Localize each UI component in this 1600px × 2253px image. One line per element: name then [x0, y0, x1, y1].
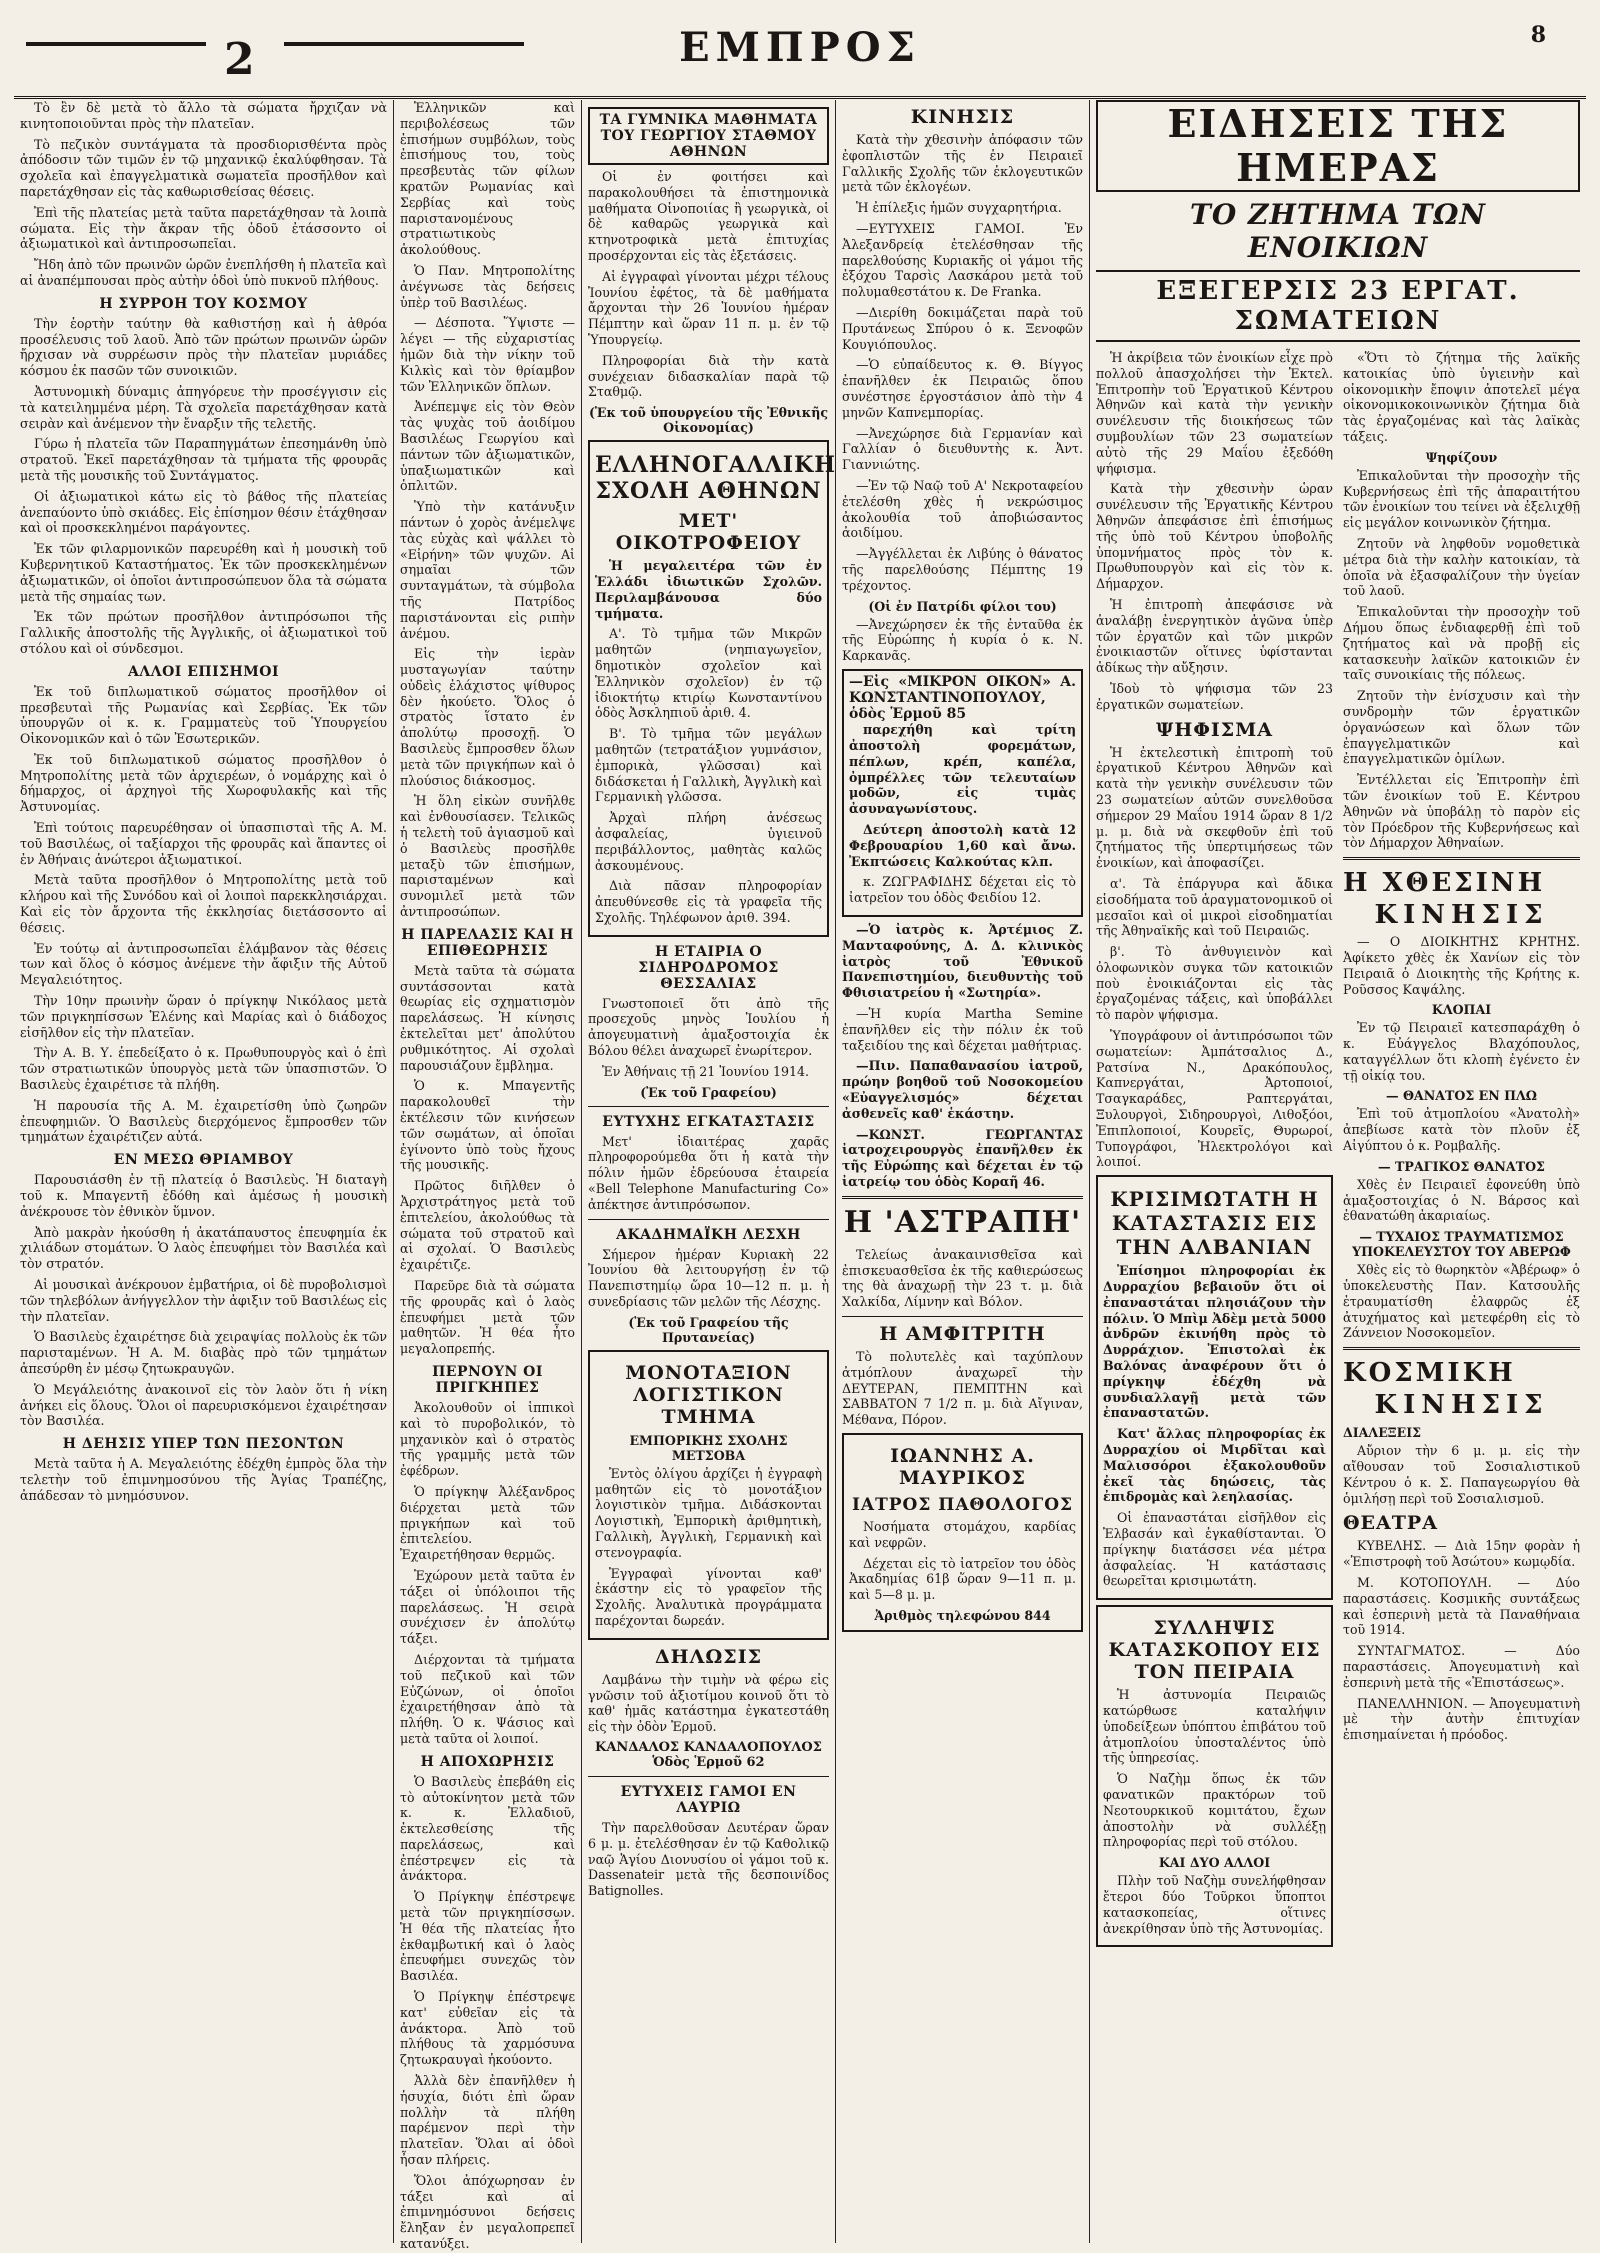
uprising-banner: ΕΞΕΓΕΡΣΙΣ 23 ΕΡΓΑΤ. ΣΩΜΑΤΕΙΩΝ — [1096, 270, 1580, 342]
divider — [1343, 857, 1580, 860]
article-paragraph: Ὁ πρίγκηψ Ἀλέξανδρος διέρχεται μετὰ τῶν πριγκήπων καὶ τοῦ ἐπιτελείου. Ἐχαιρετήθησαν θερμῶς. — [400, 1483, 575, 1563]
divider — [588, 1219, 829, 1220]
article-paragraph: — Ο ΔΙΟΙΚΗΤΗΣ ΚΡΗΤΗΣ. Ἀφίκετο χθὲς ἐκ Χανίων εἰς τὸν Πειραιᾶ ὁ Διοικητὴς τῆς Κρήτης κ. Ροῦσσος Καψάλης. — [1343, 934, 1580, 997]
article-paragraph: Τὸ ἓν δὲ μετὰ τὸ ἄλλο τὰ σώματα ἤρχιζαν νὰ κινητοποιοῦνται πρὸς τὴν πλατεῖαν. — [20, 100, 387, 131]
article-paragraph: Ἐντέλλεται εἰς Ἐπιτροπὴν ἐπὶ τῶν ἐνοικίων τοῦ Ε. Κέντρου Ἀθηνῶν νὰ ὑποβάλῃ τὸ παρὸν εἰς τὸν Πρόεδρον τῆς Κυβερνήσεως καὶ τὸν Δήμαρχον Ἀθηναίων. — [1343, 772, 1580, 851]
article-paragraph: Ὑπὸ τὴν κατάνυξιν πάντων ὁ χορὸς ἀνέμελψε τὰς εὐχὰς καὶ ψάλλει τὸ «Εἰρήνη» τῶν ψυχῶν. Αἱ σημαῖαι τῶν συνταγμάτων, τὰ σύμβολα τῆς Πατρίδος παριστάνονται εἰς ριπὴν ἀνέμου. — [400, 499, 575, 641]
article-paragraph: Τελείως ἀνακαινισθεῖσα καὶ ἐπισκευασθεῖσα ἐκ τῆς καθιερώσεως της θὰ ἀναχωρῇ τὴν 23 τ. μ. διὰ Χαλκίδα, Λίμνην καὶ Βόλον. — [842, 1246, 1083, 1310]
advert-title: —Εἰς «ΜΙΚΡΟΝ ΟΙΚΟΝ» Α. ΚΩΝΣΤΑΝΤΙΝΟΠΟΥΛΟΥ, ὁδὸς Ἑρμοῦ 85 — [849, 673, 1076, 722]
notice-heading: ΤΑ ΓΥΜΝΙΚΑ ΜΑΘΗΜΑΤΑ ΤΟΥ ΓΕΩΡΓΙΟΥ ΣΤΑΘΜΟΥ ΑΘΗΝΩΝ — [588, 107, 829, 165]
source-note: (Ἐκ τοῦ ὑπουργείου τῆς Ἐθνικῆς Οἰκονομίας) — [588, 405, 829, 436]
article-paragraph: Παρουσιάσθη ἐν τῇ πλατείᾳ ὁ Βασιλεὺς. Ἡ διαταγὴ τοῦ κ. Μπαγεντῆ ἐδόθη καὶ ἀμέσως ἡ μουσικὴ ἀνέκρουσε τὸν ἐθνικὸν ὕμνον. — [20, 1172, 387, 1219]
article-paragraph: Ἐκ τῶν πρώτων προσῆλθον ἀντιπρόσωποι τῆς Γαλλικῆς ἀποστολῆς τῆς Ἀγγλικῆς, οἱ ἀξιωματικοὶ τοῦ στόλου καὶ οἱ σύνδεσμοι. — [20, 609, 387, 656]
article-paragraph: Ὁ Πρίγκηψ ἐπέστρεψε κατ' εὐθεῖαν εἰς τὰ ἀνάκτορα. Ἀπὸ τοῦ πλήθους τὰ χαρμόσυνα ζητωκραυγαὶ ἠκούοντο. — [400, 1989, 575, 2068]
article-paragraph: ΣΥΝΤΑΓΜΑΤΟΣ. — Δύο παραστάσεις. Ἀπογευματινὴ καὶ ἐσπερινὴ μετὰ τῆς «Ἐπιστάσεως». — [1343, 1643, 1580, 1690]
column-3 — [582, 100, 836, 2243]
section-heading: — ΘΑΝΑΤΟΣ ΕΝ ΠΛΩ — [1385, 1088, 1537, 1104]
article-paragraph: —Ὁ εὐπαίδευτος κ. Θ. Βίγγος ἐπανῆλθεν ἐκ Πειραιῶς ὅπου συνέστησε ἐργοστάσιον ἀπὸ τὴν 4 μηνῶν Καπνεμπορίας. — [842, 357, 1083, 420]
section-heading: ΑΛΛΟΙ ΕΠΙΣΗΜΟΙ — [127, 663, 279, 680]
column-2 — [394, 100, 582, 2252]
article-paragraph: Παρεῦρε διὰ τὰ σώματα τῆς φρουρᾶς καὶ ὁ λαὸς ἐπευφήμει μετὰ τῶν μαθητῶν. Ἡ θέα ἦτο μεγαλοπρεπής. — [400, 1277, 575, 1357]
article-paragraph: —Ἡ κυρία Martha Semine ἐπανῆλθεν εἰς τὴν πόλιν ἐκ τοῦ ταξειδίου της καὶ δέχεται μαθήτριας. — [842, 1006, 1083, 1053]
article-paragraph: Πλὴν τοῦ Ναζὴμ συνελήφθησαν ἔτεροι δύο Τοῦρκοι ὕποπτοι κατασκοπείας, οἵτινες ἀνεκρίθησαν ὑπὸ τῆς Ἀστυνομίας. — [1103, 1873, 1326, 1936]
article-paragraph: —Πιν. Παπαθανασίου ἰατροῦ, πρώην βοηθοῦ τοῦ Νοσοκομείου «Εὐαγγελισμός» δέχεται ἀσθενεῖς καθ' ἑκάστην. — [842, 1058, 1083, 1121]
article-paragraph: Ὁ Παν. Μητροπολίτης ἀνέγνωσε τὰς δεήσεις ὑπὲρ τοῦ Βασιλέως. — [400, 262, 575, 310]
article-paragraph: Μετὰ ταῦτα τὰ σώματα συντάσσονται κατὰ θεωρίας εἰς σχηματισμὸν παρελάσεως. Ἡ κίνησις ἐκτελεῖται μετ' ἀπολύτου ρυθμικότητος. Αἱ σχολαὶ παρουσιάζουν ἔμβλημα. — [400, 962, 575, 1073]
advert-paragraph: Δέχεται εἰς τὸ ἰατρεῖον του ὁδὸς Ἀκαδημίας 61β ὥραν 9—11 π. μ. καὶ 5—8 μ. μ. — [849, 1555, 1076, 1603]
rent-issue-banner: ΤΟ ΖΗΤΗΜΑ ΤΩΝ ΕΝΟΙΚΙΩΝ — [1190, 198, 1486, 264]
article-paragraph: Κατὰ τὴν χθεσινὴν ὡραν συνέλευσιν τῆς Ἐργατικῆς Κέντρου Ἀθηνῶν ἀπεφάσισε ἐπὶ ἐπισήμως τῆς ὑπὸ τοῦ Κέντρου ὑποβολῆς ὑπομνήματος πρὸς τὸν κ. Πρωθυπουργὸν καὶ εἰς τὸν κ. Δήμαρχον. — [1096, 481, 1333, 592]
section-heading: ΠΕΡΝΟΥΝ ΟΙ ΠΡΙΓΚΗΠΕΣ — [432, 1363, 543, 1396]
advert-subtitle: ΜΕΤ' ΟΙΚΟΤΡΟΦΕΙΟΥ — [615, 510, 802, 555]
article-paragraph: Τὴν Α. Β. Υ. ἐπεδείξατο ὁ κ. Πρωθυπουργὸς καὶ ὁ ἐπὶ τῶν στρατιωτικῶν ὑπουργὸς μετὰ τῶν ὑπασπιστῶν. Ὁ Βασιλεὺς ἐχαιρέτισε τὰ πλήθη. — [20, 1045, 387, 1093]
article-paragraph: Ἡ ἐκτελεστικὴ ἐπιτροπὴ τοῦ ἐργατικοῦ Κέντρου Ἀθηνῶν καὶ κατὰ τὴν γενικὴν συνέλευσιν τῶν 23 σωματείων αὐτῶν συνελθοῦσα σήμερον 29 Μαΐου 1914 ὥραν 8 1/2 μ. μ. διὰ νὰ σκεφθοῦν ἐπὶ τοῦ ζητήματος τῆς ὑπερτιμήσεως τῶν ἐνοικίων, καὶ ἀποφασίζει. — [1096, 744, 1333, 871]
column-1 — [14, 100, 394, 2243]
article-paragraph: Μετὰ ταῦτα ἡ Α. Μεγαλειότης ἐδέχθη ἐμπρὸς ὅλα τὴν τελετὴν τοῦ ἐπιμνημοσύνου τῆς Ἁγίας Τραπέζης, ἀπάδεσαν τὸ μνημόσυνον. — [20, 1456, 387, 1503]
section-heading: Η ΑΜΦΙΤΡΙΤΗ — [879, 1323, 1046, 1345]
page-number: 2 — [224, 34, 255, 85]
column-5 — [1090, 100, 1586, 2243]
article-paragraph: α'. Τὰ ἐπάργυρα καὶ ἄδικα εἰσοδήματα τοῦ ἀραγματονομικοῦ οἱ μεσαῖοι καὶ οἱ μικροὶ εἰσοδηματίαι τῆς Ἀθηναϊκῆς καὶ τοῦ Πειραιῶς. — [1096, 875, 1333, 939]
section-heading: Η ΣΥΡΡΟΗ ΤΟΥ ΚΟΣΜΟΥ — [99, 295, 308, 312]
article-paragraph: Γύρω ἡ πλατεῖα τῶν Παραπηγμάτων ἐπεσημάνθη ὑπὸ στρατοῦ. Ἐκεῖ παρετάχθησαν τὰ τμήματα τῆς φρουρᾶς μετὰ τῆς μουσικῆς τοῦ Συντάγματος. — [20, 436, 387, 483]
section-heading: Ψηφίζουν — [1425, 449, 1498, 465]
article-paragraph: Αἱ μουσικαὶ ἀνέκρουον ἐμβατήρια, οἱ δὲ πυροβολισμοὶ τῶν τηλεβόλων ἀνήγγελλον τὴν ἀφιξιν τοῦ Βασιλέως εἰς τὴν πλατεῖαν. — [20, 1277, 387, 1324]
article-paragraph: Ἀλλὰ δὲν ἐπανῆλθεν ἡ ἡσυχία, διότι ἐπὶ ὥραν πολλὴν τὰ πλήθη παρέμενον περὶ τὴν πλατεῖαν. Ὅλαι αἱ ὁδοὶ ἦσαν πλήρεις. — [400, 2073, 575, 2168]
article-paragraph: Ἀπὸ μακρὰν ἠκούσθη ἡ ἀκατάπαυστος ἐπευφημία ἐκ χιλιάδων στομάτων. Ὁ λαὸς ἐπευφήμει τὸν Βασιλέα καὶ τὸν στρατόν. — [20, 1224, 387, 1272]
article-paragraph: Τὴν παρελθοῦσαν Δευτέραν ὥραν 6 μ. μ. ἐτελέσθησαν ἐν τῷ Καθολικῷ ναῷ Ἁγίου Διονυσίου οἱ γάμοι τοῦ κ. Dassenateir μετὰ τῆς δεσποινίδος Batignolles. — [588, 1820, 829, 1899]
article-paragraph: Εἰς τὴν ἱερὰν μυσταγωγίαν ταύτην οὐδεὶς ἐλάχιστος ψίθυρος δὲν ἠκούετο. Ὅλος ὁ στρατὸς ἵστατο ἐν ἀπολύτῳ προσοχῇ. Ὁ Βασιλεὺς ἔμπροσθεν ὅλων μετὰ τῶν πριγκήπων καὶ ὁ πλούσιος διάκοσμος. — [400, 646, 575, 788]
article-paragraph: Μετὰ ταῦτα προσῆλθον ὁ Μητροπολίτης μετὰ τοῦ κλήρου καὶ τῆς Συνόδου καὶ οἱ λοιποὶ παρεκκλησιάρχαι. Καὶ εἰς τὸν ἄρχοντα τῆς ἐκκλησίας διετάσσοντο αἱ θέσεις. — [20, 872, 387, 935]
article-paragraph: Κατὰ τὴν χθεσινὴν ἀπόφασιν τῶν ἐφοπλιστῶν τῆς ἐν Πειραιεῖ Γαλλικῆς Σχολῆς τῶν ἐκλογευτικῶν μετὰ τῶν ἐκλογέων. — [842, 132, 1083, 195]
source-note: (Οἱ ἐν Πατρίδι φίλοι του) — [868, 598, 1057, 614]
article-paragraph: Ὁ κ. Μπαγεντῆς παρακολουθεῖ τὴν ἐκτέλεσιν τῶν κινήσεων τῶν σωμάτων, αἱ ὁποῖαι ἐγίνοντο ὑπὸ τοὺς ἤχους τῆς μουσικῆς. — [400, 1078, 575, 1173]
news-subcolumn-left — [1096, 350, 1333, 1952]
yesterday-heading: Η ΧΘΕΣΙΝΗ — [1343, 868, 1546, 899]
article-paragraph: Τὸ πολυτελὲς καὶ ταχύπλουν ἀτμόπλουν ἀναχωρεῖ τὴν ΔΕΥΤΕΡΑΝ, ΠΕΜΠΤΗΝ καὶ ΣΑΒΒΑΤΟΝ 7 1/2 π. μ. διὰ Αἴγιναν, Μέθανα, Πόρον. — [842, 1349, 1083, 1428]
article-paragraph: Ἐπὶ τοῦ ἀτμοπλοίου «Ἀνατολὴ» ἀπεβίωσε κατὰ τὸν πλοῦν ἐξ Αἰγύπτου ὁ κ. Ρομβαλῆς. — [1343, 1106, 1580, 1154]
article-paragraph: Ἐπὶ τούτοις παρευρέθησαν οἱ ὑπασπισταὶ τῆς Α. Μ. τοῦ Βασιλέως, οἱ ταξίαρχοι τῆς φρουρᾶς καὶ ἅπαντες οἱ ἐν Ἀθήναις ἀνώτεροι ἀξιωματικοί. — [20, 820, 387, 867]
article-paragraph: Τὴν 10ην πρωινὴν ὥραν ὁ πρίγκηψ Νικόλαος μετὰ τῶν πριγκηπίσσων Ἑλένης καὶ Μαρίας καὶ ὁ διάδοχος εἰσῆλθον εἰς τὴν πλατεῖαν. — [20, 993, 387, 1040]
article-paragraph: Οἱ ἐν φοιτήσει καὶ παρακολουθήσει τὰ ἐπιστημονικὰ μαθήματα Οἰνοποιίας ἢ γεωργικὰ, οἱ δὲ καθαρῶς γεωργικὰ καὶ κτηνοτροφικὰ μετὰ ἐπιτυχίας προσέρχονται εἰς τὰς ἐξετάσεις. — [588, 169, 829, 263]
article-paragraph: Ζητοῦν νὰ ληφθοῦν νομοθετικὰ μέτρα διὰ τὴν καλὴν κατοικίαν, τὰ ὁποῖα νὰ ἐξασφαλίζουν τὴν ὑγείαν τοῦ λαοῦ. — [1343, 535, 1580, 599]
divider — [588, 1776, 829, 1777]
article-paragraph: Κατ' ἄλλας πληροφορίας ἐκ Δυρραχίου οἱ Μιρδῖται καὶ Μαλισσόροι ἐξακολουθοῦν ἐκεῖ τὰς δηώσεις, τὰς ἐπιδρομὰς καὶ λεηλασίας. — [1103, 1426, 1326, 1505]
article-paragraph: Αὔριον τὴν 6 μ. μ. εἰς τὴν αἴθουσαν τοῦ Σοσιαλιστικοῦ Κέντρου ὁ κ. Σ. Παπαγεωργίου θὰ ὁμιλήσῃ περὶ τοῦ Σοσιαλισμοῦ. — [1343, 1443, 1580, 1506]
section-heading: ΕΥΤΥΧΗΣ ΕΓΚΑΤΑΣΤΑΣΙΣ — [602, 1113, 815, 1130]
advert-phone: Ἀριθμὸς τηλεφώνου 844 — [874, 1607, 1051, 1623]
advert-paragraph: Β'. Τὸ τμῆμα τῶν μεγάλων μαθητῶν (τετρατάξιον γυμνάσιον, ἐμπορικὰ, γλῶσσαι) καὶ διδάσκεται ἡ Γαλλικὴ, Ἀγγλικὴ καὶ Γερμανικὴ γλῶσσα. — [595, 726, 822, 805]
article-paragraph: Πληροφορίαι διὰ τὴν κατὰ συνέχειαν διδασκαλίαν παρὰ τῷ Σταθμῷ. — [588, 352, 829, 400]
masthead — [14, 14, 1586, 99]
section-heading: Η ΔΕΗΣΙΣ ΥΠΕΡ ΤΩΝ ΠΕΣΟΝΤΩΝ — [62, 1436, 345, 1453]
article-paragraph: Ἐν Ἀθήναις τῇ 21 Ἰουνίου 1914. — [602, 1063, 810, 1079]
advert-paragraph: Δεύτερη ἀποστολὴ κατὰ 12 Φεβρουαρίου 1,60 καὶ ἄνω. Ἐκπτώσεις Καλκούτας κλπ. — [849, 822, 1076, 869]
source-note: (Ἐκ τοῦ Γραφείου) — [640, 1084, 777, 1100]
school-advert — [588, 440, 836, 937]
advert-paragraph: Διὰ πᾶσαν πληροφορίαν ἀπευθύνεσθε εἰς τὰ γραφεῖα τῆς Σχολῆς. Τηλέφωνον ἀριθ. 394. — [595, 878, 822, 925]
section-heading: Η ΑΠΟΧΩΡΗΣΙΣ — [420, 1753, 555, 1770]
article-paragraph: Ἰδοὺ τὸ ψήφισμα τῶν 23 ἐργατικῶν σωματείων. — [1096, 680, 1333, 712]
article-paragraph: Ὁ Βασιλεὺς ἐπεβάθη εἰς τὸ αὐτοκίνητον μετὰ τῶν κ. κ. Ἐλλαδιοῦ, ἐκτελεσθείσης τῆς παρελάσεως, καὶ ἐπέστρεψεν εἰς τὰ ἀνάκτορα. — [400, 1773, 575, 1884]
article-paragraph: Χθὲς ἐν Πειραιεῖ ἐφονεύθη ὑπὸ ἁμαξοστοιχίας ὁ Ν. Βάρσος καὶ ἐθανατώθη ἀκαριαίως. — [1343, 1176, 1580, 1224]
advert-paragraph: Ἡ μεγαλειτέρα τῶν ἐν Ἑλλάδι ἰδιωτικῶν Σχολῶν. Περιλαμβάνουσα δύο τμήματα. — [595, 558, 822, 621]
doctor-advert — [842, 1433, 1083, 1632]
article-paragraph: Ἤδη ἀπὸ τῶν πρωινῶν ὡρῶν ἐνεπλήσθη ἡ πλατεῖα καὶ αἱ ἀναπέμπουσαι πρὸς αὐτὴν ὁδοὶ ὑπὸ πυκνοῦ πλήθους. — [20, 257, 387, 288]
article-paragraph: «Ὅτι τὸ ζήτημα τῆς λαϊκῆς κατοικίας ὑπὸ ὑγιεινὴν καὶ οἰκονομικὴν ἔποψιν ἀποτελεῖ μέγα οἰκονομικοκοινωνικὸν ζήτημα διὰ τὰς ἐργαζομένας καὶ τὰς λαϊκὰς τάξεις. — [1343, 350, 1580, 444]
accounting-advert — [588, 1350, 829, 1640]
article-paragraph: Ὁ Πρίγκηψ ἐπέστρεψε μετὰ τῶν πριγκηπίσσων. Ἡ θέα τῆς πλατείας ἦτο ἐκθαμβωτική καὶ ὁ λαὸς ἐπευφήμει συνεχῶς τὸν Βασιλέα. — [400, 1889, 575, 1984]
article-paragraph: Ὑπογράφουν οἱ ἀντιπρόσωποι τῶν σωματείων: Ἀμπάτσαλιος Δ., Ρατσίνα Ν., Δρακόπουλος, Καπνεργάται, Ἀρτοποιοί, Τσαγκαράδες, Ραπτεργάται, Ξυλουργοὶ, Σιδηρουργοὶ, Λιθοξόοι, Ἐπιπλοποιοί, Κουρεῖς, Θυρωροί, Τυπογράφοι, Ἠλεκτρολόγοι καὶ λοιποί. — [1096, 1028, 1333, 1170]
section-heading: ΨΗΦΙΣΜΑ — [1156, 718, 1273, 741]
article-paragraph: Μετ' ἰδιαιτέρας χαρᾶς πληροφορούμεθα ὅτι ἡ κατὰ τὴν πόλιν ἡμῶν ἐδρεύουσα ἑταιρεία «Bell Telephone Manufacturing Co» ἀπέκτησε ἀντιπρόσωπον. — [588, 1133, 829, 1212]
article-paragraph: Ζητοῦν τὴν ἐνίσχυσιν καὶ τὴν συνδρομὴν τῶν ἐργατικῶν ὀργανώσεων καὶ ὅλων τῶν ἐπαγγελματικῶν καὶ ἐπαγγελματικῶν ὁμίλων. — [1343, 688, 1580, 767]
news-of-the-day-title: ΕΙΔΗΣΕΙΣ ΤΗΣ ΗΜΕΡΑΣ — [1096, 100, 1580, 192]
section-heading: ΚΛΟΠΑΙ — [1431, 1002, 1492, 1018]
article-paragraph: Ἐχώρουν μετὰ ταῦτα ἐν τάξει οἱ ὑπόλοιποι τῆς παρελάσεως. Ἡ σειρὰ συνέχισεν ἐν ἀπολύτῳ τάξει. — [400, 1567, 575, 1647]
advert-paragraph: Ἐγγραφαὶ γίνονται καθ' ἑκάστην εἰς τὸ γραφεῖον τῆς Σχολῆς. Ἀναλυτικὰ προγράμματα παρέχονται δωρεάν. — [595, 1565, 822, 1629]
article-paragraph: — Δέσποτα. Ὕψιστε — λέγει — τῆς εὐχαριστίας ἡμῶν διὰ τὴν νίκην τοῦ Κιλκὶς καὶ τὸν θρίαμβον τῶν Ἑλληνικῶν ὅπλων. — [400, 315, 575, 394]
article-paragraph: —Ἀνεχώρησεν ἐκ τῆς ἐνταῦθα ἐκ τῆς Εὐρώπης ἡ κυρία ὁ κ. Ν. Καρκανᾶς. — [842, 616, 1083, 664]
signature-address: Ὁδὸς Ἑρμοῦ 62 — [652, 1755, 765, 1770]
article-paragraph: Ἐπικαλοῦνται τὴν προσοχὴν τοῦ Δήμου ὅπως ἐνδιαφερθῇ ἐπὶ τοῦ ζητήματος καὶ νὰ προβῇ εἰς κατασκευὴν λαϊκῶν κατοικιῶν ἐν ταῖς συνοικίαις τῆς πόλεως. — [1343, 604, 1580, 683]
article-paragraph: Ἐν τῷ Πειραιεῖ κατεσπαράχθη ὁ κ. Εὐάγγελος Βλαχόπουλος, καταγγέλλων ὅτι κλοπὴ ἐγένετο ἐν τῇ οἰκίᾳ του. — [1343, 1020, 1580, 1083]
advert-paragraph: Α'. Τὸ τμῆμα τῶν Μικρῶν μαθητῶν (νηπιαγωγεῖον, δημοτικὸν σχολεῖον καὶ Ἑλληνικὸν σχολεῖον) ἐν τῷ ἰδιοκτήτῳ κτιρίῳ Κωνσταντίνου ὁδὸς Ἀσκληπιοῦ ἀριθ. 4. — [595, 626, 822, 721]
article-paragraph: Διέρχονται τὰ τμήματα τοῦ πεζικοῦ καὶ τῶν Εὐζώνων, οἱ ὁποῖοι ἐχαιρετήθησαν ἀπὸ τὰ πλήθη. Ὁ κ. Ψάσιος καὶ μετὰ ταῦτα οἱ λοιποί. — [400, 1651, 575, 1746]
section-heading: — ΤΥΧΑΙΟΣ ΤΡΑΥΜΑΤΙΣΜΟΣ ΥΠΟΚΕΛΕΥΣΤΟΥ ΤΟΥ ΑΒΕΡΩΦ — [1352, 1229, 1571, 1260]
article-paragraph: Ἡ ἀκρίβεια τῶν ἐνοικίων εἶχε πρὸ πολλοῦ ἀπασχολήσει τὴν Ἐκτελ. Ἐπιτροπὴν τοῦ Ἐργατικοῦ Κέντρου Ἀθηνῶν καὶ κατὰ τὴν γενικὴν συνέλευσιν τῆς διοικήσεως τῶν συμβουλίων τῶν 23 σωματείων αὐτὸ τῆς 29 Μαΐου ἐξεδόθη ψήφισμα. — [1096, 350, 1333, 476]
article-paragraph: Ἀνέπεμψε εἰς τὸν Θεὸν τὰς ψυχὰς τοῦ ἀοιδίμου Βασιλέως Γεωργίου καὶ πάντων τῶν ἀξιωματικῶν, ὑπαξιωματικῶν καὶ ὁπλιτῶν. — [400, 399, 575, 494]
section-heading: ΚΙΝΗΣΙΣ — [910, 106, 1015, 128]
article-paragraph: Οἱ ἐπαναστάται εἰσῆλθον εἰς Ἐλβασάν καὶ ἐγκαθίστανται. Ὁ πρίγκηψ διατάσσει νέα μέτρα ἀσφαλείας. Ἡ κατάστασις θεωρεῖται κρισιμωτάτη. — [1103, 1510, 1326, 1589]
article-paragraph: —ΕΥΤΥΧΕΙΣ ΓΑΜΟΙ. Ἐν Ἀλεξανδρείᾳ ἐτελέσθησαν τῆς παρελθούσης Κυριακῆς οἱ γάμοι τῆς ἐξόχου Ταρσὶς Λασκάρου μετὰ τοῦ πολυμαθεστάτου κ. De Franka. — [842, 220, 1083, 300]
article-paragraph: Αἱ ἐγγραφαὶ γίνονται μέχρι τέλους Ἰουνίου ἐφέτος, τὰ δὲ μαθήματα ἄρχονται τὴν 26 Ἰουνίου ἡμέραν Πέμπτην καὶ ὥραν 11 π. μ. ἐν τῷ Ὑπουργείῳ. — [588, 268, 829, 347]
article-paragraph: —ΚΩΝΣΤ. ΓΕΩΡΓΑΝΤΑΣ ἰατροχειρουργὸς ἐπανῆλθεν ἐκ τῆς Εὐρώπης καὶ δέχεται ἐν τῷ ἰατρείῳ του ὁδὸς Κοραῆ 46. — [842, 1126, 1083, 1190]
article-paragraph: Ὁ Ναζὴμ ὅπως ἐκ τῶν φανατικῶν πρακτόρων τοῦ Νεοτουρκικοῦ κομιτάτου, ἔχων ἀποστολὴν νὰ συλλέξῃ πληροφορίας περὶ τοῦ στόλου. — [1103, 1771, 1326, 1850]
article-paragraph: Ἐκ τοῦ διπλωματικοῦ σώματος προσῆλθον οἱ πρεσβευταὶ τῆς Ρωμανίας καὶ Σερβίας. Ἐκ τῶν ὑπουργῶν οἱ κ. κ. Γραμματεὺς τοῦ Ὑπουργείου Οἰκονομικῶν καὶ ὁ τῶν Ἐσωτερικῶν. — [20, 683, 387, 747]
article-paragraph: Πρῶτος διῆλθεν ὁ Ἀρχιστράτηγος μετὰ τοῦ ἐπιτελείου, ἀκολούθως τὰ σώματα τοῦ στρατοῦ καὶ αἱ σχολαί. Ὁ Βασιλεὺς ἐχαιρέτιζε. — [400, 1178, 575, 1273]
divider — [1343, 1347, 1580, 1350]
advert-paragraph: Ἀρχαὶ πλήρη ἀνέσεως ἀσφαλείας, ὑγιεινοῦ περιβάλλοντος, μαθητὰς καλῶς ἀσκουμένους. — [595, 810, 822, 873]
article-paragraph: Ἀστυνομικὴ δύναμις ἀπηγόρευε τὴν προσέγγισιν εἰς τὰ κατειλημμένα μέρη. Τὰ σχολεῖα παρετάχθησαν κατὰ σειρὰν καὶ ἀνέμενον τὴν ἔναρξιν τῆς τελετῆς. — [20, 383, 387, 431]
article-paragraph: Ἡ ὅλη εἰκὼν συνῆλθε καὶ ἐνθουσίασεν. Τελικῶς ἡ τελετὴ τοῦ ἁγιασμοῦ καὶ ὁ Βασιλεὺς προσῆλθε μεταξὺ τῶν ἐπισήμων, παρισταμένων καὶ συνομιλεῖ μετὰ τῶν ἀντιπροσώπων. — [400, 793, 575, 920]
article-paragraph: Γνωστοποιεῖ ὅτι ἀπὸ τῆς προσεχοῦς μηνὸς Ἰουλίου ἡ ἀπογευματινὴ ἀμαξοστοιχία ἐκ Βόλου θέλει ἀναχωρεῖ ἐνωρίτερον. — [588, 995, 829, 1059]
section-heading: Η ΕΤΑΙΡΙΑ Ο ΣΙΔΗΡΟΔΡΟΜΟΣ ΘΕΣΣΑΛΙΑΣ — [638, 943, 779, 992]
article-paragraph: β'. Τὸ ἀνθυγιεινὸν καὶ ὀλοφωνικὸν συγκα τῶν κατοικιῶν ποὺ ἐνοικιάζονται εἰς τὰς ἐργαζομένας τάξεις, καὶ ὑποβάλλει τὸ παρὸν ψήφισμα. — [1096, 944, 1333, 1023]
article-paragraph: Μ. ΚΟΤΟΠΟΥΛΗ. — Δύο παραστάσεις. Κοσμικῆς συντάξεως καὶ ἐσπερινὴ μετὰ τὰ Παναθήναια τοῦ 1914. — [1343, 1575, 1580, 1638]
article-paragraph: —Ἀνεχώρησε διὰ Γερμανίαν καὶ Γαλλίαν ὁ διευθυντὴς κ. Ἀντ. Γιαννιώτης. — [842, 425, 1083, 473]
albania-title: ΚΡΙΣΙΜΩΤΑΤΗ Η ΚΑΤΑΣΤΑΣΙΣ ΕΙΣ ΤΗΝ ΑΛΒΑΝΙΑΝ — [1110, 1187, 1319, 1260]
spy-arrest-box — [1096, 1605, 1333, 1947]
article-paragraph: Ἐκ τοῦ διπλωματικοῦ σώματος προσῆλθον ὁ Μητροπολίτης μετὰ τῶν ἀρχιερέων, ὁ νομάρχης καὶ ὁ δήμαρχος, οἱ ἀρχηγοὶ τῆς Χωροφυλακῆς καὶ τῆς Ἀστυνομίας. — [20, 751, 387, 815]
advert-title: ΜΟΝΟΤΑΞΙΟΝ ΛΟΓΙΣΤΙΚΟΝ ΤΜΗΜΑ — [625, 1361, 792, 1428]
section-heading: ΘΕΑΤΡΑ — [1343, 1512, 1438, 1535]
source-note: (Ἐκ τοῦ Γραφείου τῆς Πρυτανείας) — [628, 1314, 789, 1345]
section-heading: ΕΥΤΥΧΕΙΣ ΓΑΜΟΙ ΕΝ ΛΑΥΡΙΩ — [620, 1784, 797, 1816]
advert-title: ΕΛΛΗΝΟΓΑΛΛΙΚΗ ΣΧΟΛΗ ΑΘΗΝΩΝ — [595, 452, 836, 505]
article-paragraph: Ἐπικαλοῦνται τὴν προσοχὴν τῆς Κυβερνήσεως ἐπὶ τῆς ἀπαραιτήτου τῶν ἐνοικίων του τείνει νὰ ἐξελιχθῇ εἰς μεγάλον κοινωνικὸν ζήτημα. — [1343, 467, 1580, 531]
article-paragraph: Ἡ ἐπίλεξις ἡμῶν συγχαρητήρια. — [856, 200, 1062, 216]
social-heading: ΚΟΣΜΙΚΗ — [1343, 1358, 1516, 1389]
news-subcolumns — [1096, 350, 1580, 1952]
article-paragraph: Λαμβάνω τὴν τιμὴν νὰ φέρω εἰς γνῶσιν τοῦ ἀξιοτίμου κοινοῦ ὅτι τὸ καθ' ἡμᾶς κατάστημα ἐγκατεστάθη εἰς τὴν ὁδὸν Ἑρμοῦ. — [588, 1671, 829, 1735]
columns — [14, 100, 1586, 2252]
advert-paragraph: κ. ΖΩΓΡΑΦΙΔΗΣ δέχεται εἰς τὸ ἰατρεῖον του ὁδὸς Φειδίου 12. — [849, 874, 1076, 906]
newspaper-title: ΕΜΠΡΟΣ — [679, 24, 921, 71]
article-paragraph: Ἐπὶ τῆς πλατείας μετὰ ταῦτα παρετάχθησαν τὰ λοιπὰ σώματα. Εἰς τὴν ἄκραν τῆς ὁδοῦ ἐτάσσοντο οἱ ἀξιωματικοὶ καὶ ἀντιπροσωπεῖαι. — [20, 204, 387, 252]
article-paragraph: Σήμερον ἡμέραν Κυριακὴ 22 Ἰουνίου θὰ λειτουργήσῃ ἐν τῷ Πανεπιστημίῳ ὥρα 10—12 π. μ. ἡ συνεδρίασις τῶν μελῶν τῆς Λέσχης. — [588, 1246, 829, 1310]
article-paragraph: ΚΥΒΕΛΗΣ. — Διὰ 15ην φορὰν ἡ «Ἐπιστροφὴ τοῦ Ἀσώτου» κωμῳδία. — [1343, 1538, 1580, 1570]
section-heading: ΔΙΑΛΕΞΕΙΣ — [1343, 1425, 1422, 1441]
article-paragraph: Ἡ ἀστυνομία Πειραιῶς κατώρθωσε καταλήψιν ὑποδείξεων ὑπόπτου ἐπιβάτου τοῦ ἀτμοπλοίου ὑποσταλέντος ὑπὸ τῆς ὑπηρεσίας. — [1103, 1687, 1326, 1766]
column-4 — [836, 100, 1090, 2243]
article-paragraph: —Ὁ ἰατρὸς κ. Ἀρτέμιος Ζ. Μανταφούνης, Δ. Δ. κλινικὸς ἰατρὸς τοῦ Ἐθνικοῦ Πανεπιστημίου, διευθυντὴς τοῦ Φθισιατρείου ἡ «Σωτηρία». — [842, 922, 1083, 1001]
advert-paragraph: Ἐντὸς ὀλίγου ἀρχίζει ἡ ἐγγραφὴ μαθητῶν εἰς τὸ μονοτάξιον λογιστικὸν τμῆμα. Διδάσκονται Λογιστικὴ, Ἐμπορικὴ ἀριθμητικὴ, Γαλλικὴ, Ἀγγλικὴ, Γερμανικὴ καὶ στενογραφία. — [595, 1465, 822, 1560]
advert-paragraph: Νοσήματα στομάχου, καρδίας καὶ νεφρῶν. — [849, 1518, 1076, 1550]
advert-subtitle: ΙΑΤΡΟΣ ΠΑΘΟΛΟΓΟΣ — [851, 1494, 1074, 1515]
article-paragraph: Ὅλοι ἀπόχωρησαν ἐν τάξει καὶ αἱ ἐπιμνημόσυνοι δεήσεις ἔληξαν ἐν μεγαλοπρεπεῖ κατανύξει. — [400, 2172, 575, 2252]
article-paragraph: —Ἐν τῷ Ναῷ τοῦ Α' Νεκροταφείου ἐτελέσθη χθὲς ἡ νεκρώσιμος ἀκολουθία τοῦ ἀποβιώσαντος ἀοιδίμου. — [842, 477, 1083, 541]
ship-advert-title: Η 'ΑΣΤΡΑΠΗ' — [843, 1204, 1082, 1240]
spy-title: ΣΥΛΛΗΨΙΣ ΚΑΤΑΣΚΟΠΟΥ ΕΙΣ ΤΟΝ ΠΕΙΡΑΙΑ — [1108, 1617, 1321, 1684]
divider — [842, 1196, 1083, 1199]
article-paragraph: Ἐν τούτῳ αἱ ἀντιπροσωπεῖαι ἐλάμβανον τὰς θέσεις των καὶ ὅλος ὁ κόσμος ἀνέμενε τὴν ἄφιξιν τῆς Αὐτοῦ Μεγαλειότητος. — [20, 940, 387, 988]
section-heading: ΕΝ ΜΕΣΩ ΘΡΙΑΜΒΟΥ — [113, 1152, 294, 1169]
news-subcolumn-right — [1343, 350, 1580, 1952]
article-paragraph: Ἐκ τῶν φιλαρμονικῶν παρευρέθη καὶ ἡ μουσικὴ τοῦ Κυβερνητικοῦ Καταστήματος. Ἐκ τῶν προσκεκλημένων ἀξιωματικῶν, οἱ ὁποῖοι ἀντιπροσώπευον ὅλα τὰ σώματα μετὰ τῆς σημαίας των. — [20, 541, 387, 604]
section-heading: ΔΗΛΩΣΙΣ — [654, 1645, 763, 1668]
article-paragraph: Τὴν ἑορτὴν ταύτην θὰ καθιστήσῃ καὶ ἡ ἀθρόα προσέλευσις τοῦ λαοῦ. Ἀπὸ τῶν πρώτων πρωινῶν ὡρῶν ἤρχισαν νὰ συρρέωσιν πρὸς τὴν πλατεῖαν μυριάδες κόσμου ἐκ πασῶν τῶν συνοικιῶν. — [20, 315, 387, 379]
article-paragraph: Χθὲς εἰς τὸ θωρηκτὸν «Ἀβέρωφ» ὁ ὑποκελευστὴς Παν. Κατσουλῆς ἐτραυματίσθη ἐλαφρῶς ἐξ ἀτυχήματος καὶ μετεφέρθη εἰς τὸ Ζάννειον Νοσοκομεῖον. — [1343, 1262, 1580, 1341]
section-heading: ΑΚΑΔΗΜΑΪΚΗ ΛΕΣΧΗ — [616, 1226, 801, 1243]
advert-subtitle: ΕΜΠΟΡΙΚΗΣ ΣΧΟΛΗΣ ΜΕΤΣΟΒΑ — [629, 1432, 788, 1463]
article-paragraph: Ὁ Βασιλεὺς ἐχαιρέτησε διὰ χειραψίας πολλοὺς ἐκ τῶν παρισταμένων. Ἡ Α. Μ. διαβὰς πρὸ τῶν τμημάτων ἀπεσύρθη ἐν μέσῳ ζητωκραυγῶν. — [20, 1329, 387, 1376]
article-paragraph: Τὸ πεζικὸν συντάγματα τὰ προσδιορισθέντα πρὸς ἀπόδοσιν τῶν τιμῶν ἐν τῷ μηχανικῷ ἐκαλύφθησαν. Τὰ σχολεῖα καὶ ἐπαγγελματικὰ σωματεῖα προσῆλθον καὶ παρετάχθησαν εἰς τὰς καθωρισθείσας θέσεις. — [20, 136, 387, 199]
article-paragraph: Ἡ ἐπιτροπὴ ἀπεφάσισε νὰ ἀναλάβῃ ἐνεργητικὸν ἀγῶνα ὑπὲρ τῶν ἐργατῶν καὶ τῶν μικρῶν ἐνοικιαστῶν οἵτινες ὑφίστανται ἀδίκως τὴν αὔξησιν. — [1096, 596, 1333, 676]
corner-mark: 8 — [1530, 22, 1546, 48]
section-heading: — ΤΡΑΓΙΚΟΣ ΘΑΝΑΤΟΣ — [1378, 1158, 1545, 1174]
advert-paragraph: παρεχήθη καὶ τρίτη ἀποστολὴ φορεμάτων, πέπλων, κρέπ, καπέλα, ὀμπρέλλες τῶν τελευταίων μοδῶν, εἰς τιμὰς ἀσυναγωνίστους. — [849, 722, 1076, 817]
signature-name: ΚΑΝΔΑΛΟΣ ΚΑΝΔΑΛΟΠΟΥΛΟΣ — [595, 1740, 822, 1755]
article-paragraph: —Ἀγγέλλεται ἐκ Λιβύης ὁ θάνατος τῆς παρελθούσης Πέμπτης 19 τρέχοντος. — [842, 546, 1083, 593]
article-paragraph: Ἀκολουθοῦν οἱ ἱππικοὶ καὶ τὸ πυροβολικόν, τὸ μηχανικὸν καὶ ὁ στρατὸς τῆς γραμμῆς μετὰ τῶν ἐφέδρων. — [400, 1399, 575, 1479]
movement-heading: ΚΙΝΗΣΙΣ — [1374, 900, 1549, 931]
section-heading: ΚΑΙ ΔΥΟ ΑΛΛΟΙ — [1158, 1855, 1271, 1871]
article-paragraph: Ἐπίσημοι πληροφορίαι ἐκ Δυρραχίου βεβαιοῦν ὅτι οἱ ἐπαναστάται πλησιάζουν τὴν πόλιν. Ὁ Μπὶμ Ἀδὲμ μετὰ 5000 ἀνδρῶν ἐκινήθη πρὸς τὸ Δυρράχιον. Ἐπιστολαὶ ἐκ Βαλόνας ἀναφέρουν ὅτι ὁ πρίγκηψ ἐδέχθη νὰ συνδιαλλαγῇ μετὰ τῶν ἐπαναστατῶν. — [1103, 1263, 1326, 1421]
movement-heading: ΚΙΝΗΣΙΣ — [1374, 1390, 1549, 1421]
article-paragraph: Ἡ παρουσία τῆς Α. Μ. ἐχαιρετίσθη ὑπὸ ζωηρῶν ἐπευφημιῶν. Ὁ Βασιλεὺς διερχόμενος ἔμπροσθεν τῶν τμημάτων ἐχαιρέτιζεν αὐτά. — [20, 1097, 387, 1145]
albania-crisis-box — [1096, 1175, 1333, 1600]
divider — [842, 1316, 1083, 1317]
section-heading: Η ΠΑΡΕΛΑΣΙΣ ΚΑΙ Η ΕΠΙΘΕΩΡΗΣΙΣ — [401, 926, 574, 959]
divider — [588, 1106, 829, 1107]
advert-title: ΙΩΑΝΝΗΣ Α. ΜΑΥΡΙΚΟΣ — [890, 1444, 1035, 1489]
article-paragraph: Οἱ ἀξιωματικοὶ κάτω εἰς τὸ βάθος τῆς πλατείας ἀνεπαύοντο ὑπὸ σκιάδες. Εἰς ἐπίσημον θέσιν ἐτάχθησαν καὶ οἱ προσκεκλημένοι παράγοντες. — [20, 488, 387, 536]
shop-advert — [842, 669, 1083, 917]
article-paragraph: —Διερίθη δοκιμάζεται παρὰ τοῦ Πρυτάνεως Σπύρου ὁ κ. Ξενοφῶν Κουγιόπουλος. — [842, 304, 1083, 352]
article-paragraph: ΠΑΝΕΛΛΗΝΙΟΝ. — Ἀπογευματινὴ μὲ τὴν ἀυτὴν ἐπιτυχίαν ἐπισημαίνεται ἡ πρόοδος. — [1343, 1695, 1580, 1743]
article-paragraph: Ὁ Μεγάλειότης ἀνακοινοῖ εἰς τὸν λαὸν ὅτι ἡ νίκη ἀνήκει εἰς ὅλους. Ὅλοι οἱ παρευρισκόμενοι ἐχαιρέτησαν τὸν Βασιλέα. — [20, 1381, 387, 1429]
article-paragraph: Ἑλληνικῶν καὶ περιβολέσεως τῶν ἐπισήμων συμβόλων, τοὺς ἐπισήμους του, τοὺς πρεσβευτὰς τῶν φίλων κρατῶν Ρωμανίας καὶ Σερβίας καὶ τοὺς παριστανομένους στρατιωτικοὺς ἀκολούθους. — [400, 100, 575, 258]
